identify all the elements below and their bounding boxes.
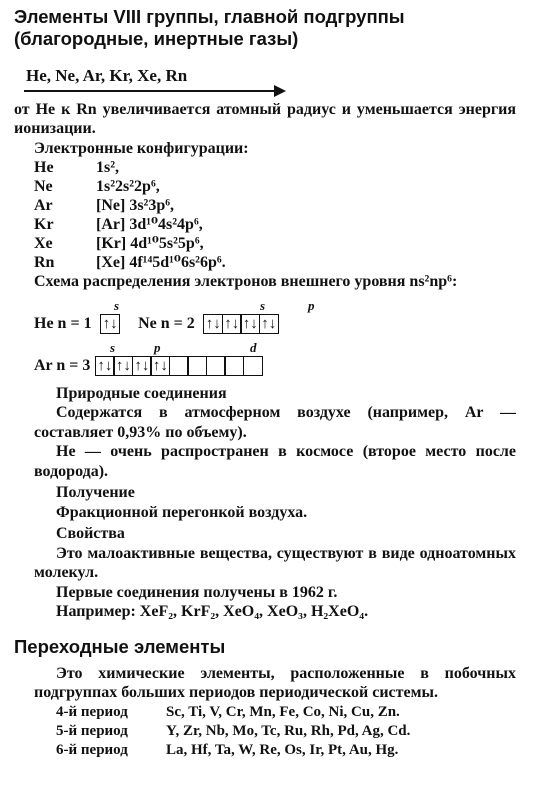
period-elements: La, Hf, Ta, W, Re, Os, Ir, Pt, Au, Hg. [166, 741, 399, 758]
production-text: Фракционной перегонкой воздуха. [56, 503, 308, 521]
transition-text: Это химические элементы, расположенные в побочных подгруппах больших периодов периодической системы. [34, 664, 516, 701]
ar-s-label: s [110, 339, 116, 355]
orbital-cell: ↑↓ [259, 314, 279, 334]
ne-p-label: p [308, 297, 315, 313]
periods-table [56, 703, 516, 760]
orbital-cell: ↑↓ [150, 356, 170, 376]
config-value: 1s², [96, 159, 120, 176]
config-value: [Ne] 3s²3p⁶, [96, 197, 175, 214]
period-name: 5-й период [56, 722, 128, 739]
section-title: Элементы VIII группы, главной подгруппы (благородные, инертные газы) [14, 6, 405, 49]
natural-heading: Природные соединения [56, 384, 227, 402]
orbital-cell: ↑↓ [222, 314, 242, 334]
period-elements: Sc, Ti, V, Cr, Mn, Fe, Co, Ni, Cu, Zn. [166, 703, 400, 720]
natural-text-2: He — очень распространен в космосе (второе место после водорода). [34, 443, 516, 480]
orbital-cell: ↑↓ [113, 356, 133, 376]
properties-text-2: Первые соединения получены в 1962 г. [56, 583, 338, 601]
period-name: 6-й период [56, 741, 128, 758]
properties-text-3: Например: XeF₂, KrF₂, XeO₄, XeO₃, H₂XeO₄. [56, 603, 369, 620]
orbital-cell-empty [243, 356, 263, 376]
config-value: 1s²2s²2p⁶, [96, 178, 160, 195]
orbital-row-he-ne [34, 292, 516, 338]
he-cells [102, 314, 121, 334]
config-value: [Ar] 3d¹⁰4s²4p⁶, [96, 216, 203, 233]
trend-text: от He к Rn увеличивается атомный радиус и уменьшается энергия ионизации. [14, 100, 516, 137]
period-name: 4-й период [56, 703, 128, 720]
config-el: Kr [34, 216, 54, 233]
ne-cells [205, 314, 279, 334]
properties-heading: Свойства [56, 525, 125, 542]
config-value: [Xe] 4f¹⁴5d¹⁰6s²6p⁶. [96, 254, 226, 271]
ar-p-label: p [154, 339, 161, 355]
period-elements: Y, Zr, Nb, Mo, Tc, Ru, Rh, Pd, Ag, Cd. [166, 722, 411, 739]
properties-text-1: Это малоактивные вещества, существуют в виде одноатомных молекул. [34, 544, 516, 581]
config-el: Xe [34, 235, 53, 252]
he-label: He n = 1 [34, 314, 92, 332]
ar-label: Ar n = 3 [34, 356, 91, 374]
natural-text-1: Содержатся в атмосферном воздухе (например, Ar — составляет 0,93% по объему). [34, 404, 516, 441]
ne-label: Ne n = 2 [138, 314, 195, 332]
orbital-cell-empty [187, 356, 207, 376]
scheme-heading: Схема распределения электронов внешнего уровня ns²np⁶: [34, 273, 458, 290]
he-s-label: s [114, 297, 120, 313]
gases-list: He, Ne, Ar, Kr, Xe, Rn [26, 66, 188, 85]
config-list [34, 158, 516, 272]
orbital-cell: ↑↓ [203, 314, 223, 334]
config-el: Ar [34, 197, 53, 214]
ar-cells [96, 356, 263, 376]
production-heading: Получение [56, 484, 135, 501]
orbital-cell: ↑↓ [240, 314, 260, 334]
config-el: Rn [34, 254, 55, 271]
config-value: [Kr] 4d¹⁰5s²5p⁶, [96, 235, 204, 252]
ne-s-label: s [260, 297, 266, 313]
orbital-row-ar [34, 338, 516, 382]
config-el: He [34, 159, 54, 176]
config-el: Ne [34, 178, 53, 195]
orbital-cell: ↑↓ [100, 314, 120, 334]
orbital-cell-empty [224, 356, 244, 376]
transition-heading: Переходные элементы [14, 635, 226, 657]
ar-d-label: d [250, 339, 257, 355]
config-heading: Электронные конфигурации: [34, 139, 249, 157]
orbital-cell: ↑↓ [95, 356, 115, 376]
trend-arrow [24, 86, 286, 96]
orbital-cell-empty [169, 356, 189, 376]
orbital-cell-empty [206, 356, 226, 376]
orbital-cell: ↑↓ [132, 356, 152, 376]
